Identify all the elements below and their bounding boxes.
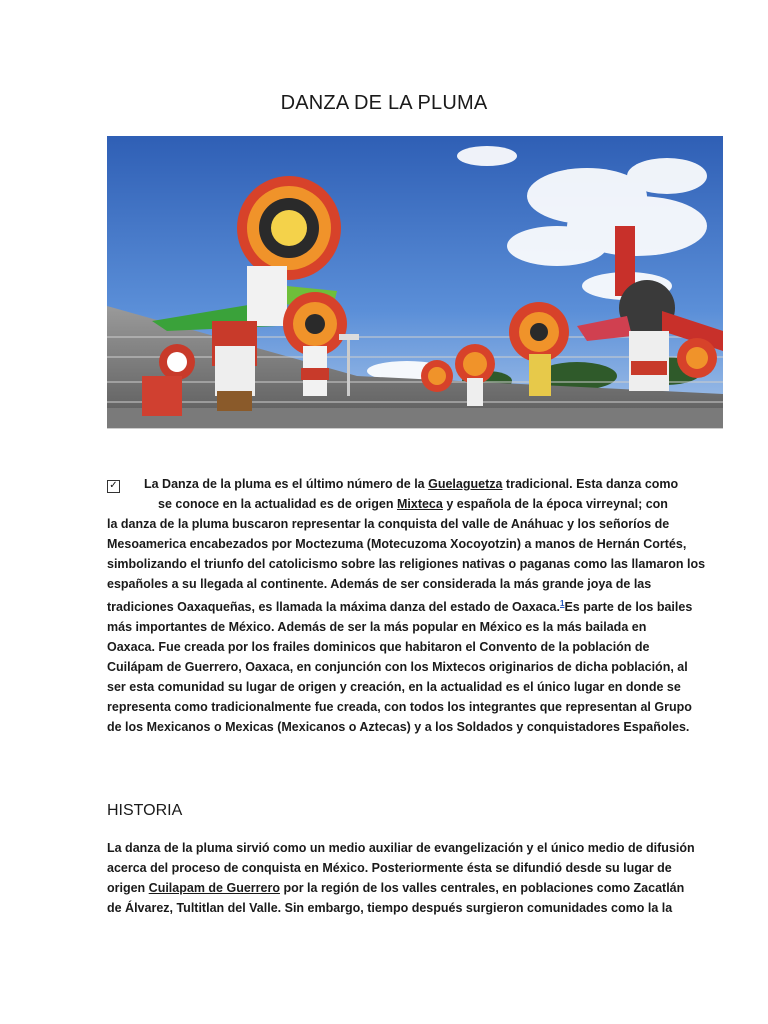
intro-line: de los Mexicanos o Mexicas (Mexicanos o Aztecas) y a los Soldados y conquistadores Españoles. xyxy=(107,720,690,735)
mixteca-link[interactable]: Mixteca xyxy=(396,497,443,511)
intro-line: la danza de la pluma buscaron representar la conquista del valle de Anáhuac y los señoríos de xyxy=(107,517,670,531)
checkbox-icon[interactable]: ✓ xyxy=(107,480,120,493)
text-run: por la región de los valles centrales, en poblaciones como Zacatlán xyxy=(279,881,685,895)
intro-paragraph xyxy=(107,514,706,737)
page-title: DANZA DE LA PLUMA xyxy=(280,92,488,114)
historia-heading: HISTORIA xyxy=(107,802,183,819)
intro-line: Oaxaca. Fue creada por los frailes dominicos que habitaron el Convento de la población de xyxy=(107,640,650,655)
historia-paragraph xyxy=(107,838,695,918)
historia-line-3 xyxy=(107,878,685,898)
text-run: se conoce en la actualidad es de origen xyxy=(158,497,397,511)
cuilapam-link[interactable]: Cuilapam de Guerrero xyxy=(148,881,280,895)
intro-line: españoles a su llegada al continente. Además de ser considerada la más grande joya de las xyxy=(107,577,652,591)
intro-line-7 xyxy=(107,594,693,617)
intro-line: representa como tradicionalmente fue creada, con todos los integrantes que representan al Grupo xyxy=(107,700,692,715)
text-run: La Danza de la pluma es el último número de la xyxy=(144,477,429,491)
text-run: tradicional. Esta danza como xyxy=(502,477,679,491)
historia-line: La danza de la pluma sirvió como un medio auxiliar de evangelización y el único medio de difusión xyxy=(107,841,695,855)
intro-line: más importantes de México. Además de ser la más popular en México es la más bailada en xyxy=(107,620,647,635)
intro-line: simbolizando el triunfo del catolicismo sobre las religiones nativas o paganas como las llamaron los xyxy=(107,557,706,571)
text-run: y española de la época virreynal; con xyxy=(442,497,668,511)
text-run: tradiciones Oaxaqueñas, es llamada la máxima danza del estado de Oaxaca. xyxy=(107,600,560,615)
intro-line-1 xyxy=(144,474,684,494)
intro-paragraph-start xyxy=(144,474,684,514)
historia-line: acerca del proceso de conquista en México. Posteriormente ésta se difundió desde su lugar de xyxy=(107,861,672,875)
historia-line: de Álvarez, Tultitlan del Valle. Sin embargo, tiempo después surgieron comunidades como la la xyxy=(107,901,673,915)
footnote-link[interactable]: 1 xyxy=(560,599,565,608)
text-run: origen xyxy=(107,881,149,895)
dancers-photo xyxy=(107,136,723,429)
intro-line: ser esta comunidad su lugar de origen y creación, en la actualidad es el único lugar en donde se xyxy=(107,680,681,695)
intro-line-2 xyxy=(158,494,684,514)
intro-line: Mesoamerica encabezados por Moctezuma (Motecuzoma Xocoyotzin) a manos de Hernán Cortés, xyxy=(107,537,687,551)
guelaguetza-link[interactable]: Guelaguetza xyxy=(428,477,503,491)
intro-line: Cuilápam de Guerrero, Oaxaca, en conjunción con los Mixtecos originarios de dicha población, al xyxy=(107,660,688,675)
text-run: Es parte de los bailes xyxy=(564,600,693,615)
